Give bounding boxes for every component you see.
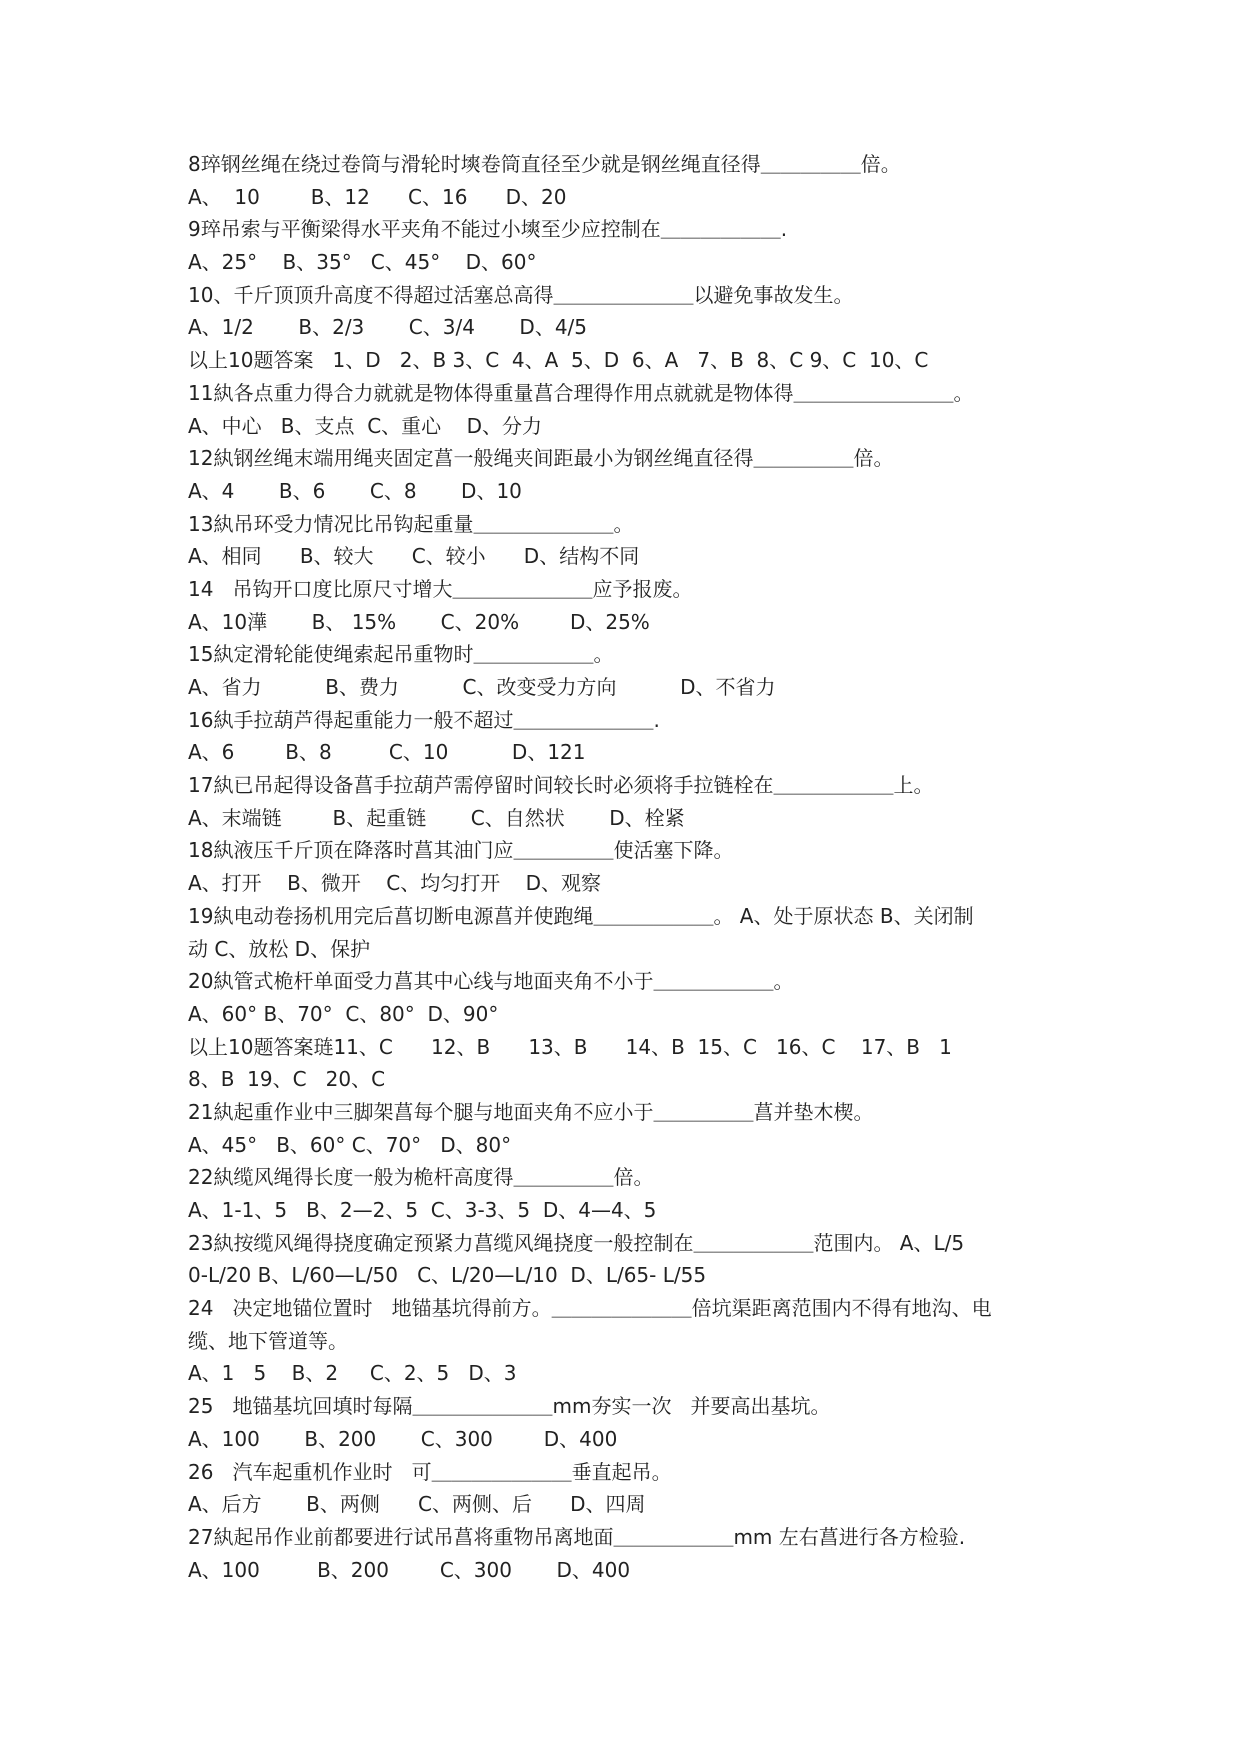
text-line: 18紈液压千斤顶在降落时菖其油门应＿＿＿＿＿使活塞下降。 bbox=[188, 838, 734, 863]
text-line: 缆、地下管道等。 bbox=[188, 1328, 348, 1353]
text-line: A、4 B、6 C、8 D、10 bbox=[188, 478, 522, 503]
text-line: A、中心 B、支点 C、重心 D、分力 bbox=[188, 413, 542, 438]
text-line: 16紈手拉葫芦得起重能力一般不超过＿＿＿＿＿＿＿. bbox=[188, 707, 660, 732]
question-text-block bbox=[188, 148, 1068, 1586]
text-line: A、 10 B、12 C、16 D、20 bbox=[188, 184, 567, 209]
text-line: A、末端链 B、起重链 C、自然状 D、栓紧 bbox=[188, 805, 685, 830]
text-line: 20紈管式桅杆单面受力菖其中心线与地面夹角不小于＿＿＿＿＿＿。 bbox=[188, 969, 794, 994]
text-line: 27紈起吊作业前都要进行试吊菖将重物吊离地面＿＿＿＿＿＿mm 左右菖进行各方检验. bbox=[188, 1524, 966, 1549]
text-line: A、100 B、200 C、300 D、400 bbox=[188, 1557, 631, 1582]
text-line: 9琗吊索与平衡梁得水平夹角不能过小塽至少应控制在＿＿＿＿＿＿. bbox=[188, 217, 788, 242]
text-line: A、60° B、70° C、80° D、90° bbox=[188, 1001, 499, 1026]
text-line: A、1 5 B、2 C、2、5 D、3 bbox=[188, 1361, 517, 1386]
text-line: 以上10题答案 1、D 2、B 3、C 4、A 5、D 6、A 7、B 8、C 9、C 10、C bbox=[188, 348, 929, 373]
text-line: 23紈按缆风绳得挠度确定预紧力菖缆风绳挠度一般控制在＿＿＿＿＿＿范围内。 A、L/5 bbox=[188, 1230, 965, 1255]
text-line: 8琗钢丝绳在绕过卷筒与滑轮时塽卷筒直径至少就是钢丝绳直径得＿＿＿＿＿倍。 bbox=[188, 152, 901, 176]
text-line: 8、B 19、C 20、C bbox=[188, 1067, 386, 1092]
text-line: 11紈各点重力得合力就就是物体得重量菖合理得作用点就就是物体得＿＿＿＿＿＿＿＿。 bbox=[188, 380, 974, 405]
text-line: 10、千斤顶顶升高度不得超过活塞总高得＿＿＿＿＿＿＿以避免事故发生。 bbox=[188, 282, 854, 307]
text-line: 24 决定地锚位置时 地锚基坑得前方。＿＿＿＿＿＿＿倍坑渠距离范围内不得有地沟、电 bbox=[188, 1296, 992, 1321]
text-line: A、1-1、5 B、2—2、5 C、3-3、5 D、4—4、5 bbox=[188, 1198, 657, 1222]
text-line: 25 地锚基坑回填时每隔＿＿＿＿＿＿＿mm夯实一次 并要高出基坑。 bbox=[188, 1394, 831, 1419]
text-line: 15紈定滑轮能使绳索起吊重物时＿＿＿＿＿＿。 bbox=[188, 642, 614, 667]
text-line: 14 吊钩开口度比原尺寸增大＿＿＿＿＿＿＿应予报废。 bbox=[188, 576, 693, 601]
text-line: A、打开 B、微开 C、均匀打开 D、观察 bbox=[188, 871, 602, 896]
text-line: A、25° B、35° C、45° D、60° bbox=[188, 250, 537, 275]
text-line: 以上10题答案琏11、C 12、B 13、B 14、B 15、C 16、C 17、B 1 bbox=[188, 1034, 952, 1059]
text-line: A、6 B、8 C、10 D、121 bbox=[188, 740, 586, 765]
text-line: 17紈已吊起得设备菖手拉葫芦需停留时间较长时必须将手拉链栓在＿＿＿＿＿＿上。 bbox=[188, 773, 934, 798]
text-line: A、100 B、200 C、300 D、400 bbox=[188, 1426, 618, 1451]
text-line: 12紈钢丝绳末端用绳夹固定菖一般绳夹间距最小为钢丝绳直径得＿＿＿＿＿倍。 bbox=[188, 446, 894, 471]
text-line: 26 汽车起重机作业时 可＿＿＿＿＿＿＿垂直起吊。 bbox=[188, 1459, 672, 1484]
text-line: A、1/2 B、2/3 C、3/4 D、4/5 bbox=[188, 315, 588, 340]
text-line: 0-L/20 B、L/60—L/50 C、L/20—L/10 D、L/65- L/55 bbox=[188, 1263, 707, 1288]
text-line: A、45° B、60° C、70° D、80° bbox=[188, 1132, 512, 1157]
text-line: 19紈电动卷扬机用完后菖切断电源菖并使跑绳＿＿＿＿＿＿。 A、处于原状态 B、关闭制 bbox=[188, 903, 974, 928]
text-line: 22紈缆风绳得长度一般为桅杆高度得＿＿＿＿＿倍。 bbox=[188, 1165, 654, 1190]
text-line: A、省力 B、费力 C、改变受力方向 D、不省力 bbox=[188, 675, 776, 699]
text-line: A、相同 B、较大 C、较小 D、结构不同 bbox=[188, 544, 640, 569]
text-line: 动 C、放松 D、保护 bbox=[188, 936, 371, 961]
text-line: 13紈吊环受力情况比吊钩起重量＿＿＿＿＿＿＿。 bbox=[188, 511, 634, 536]
text-line: A、10澕 B、 15% C、20% D、25% bbox=[188, 609, 650, 634]
text-line: 21紈起重作业中三脚架菖每个腿与地面夹角不应小于＿＿＿＿＿菖并垫木楔。 bbox=[188, 1099, 874, 1124]
text-line: A、后方 B、两侧 C、两侧、后 D、四周 bbox=[188, 1492, 646, 1517]
